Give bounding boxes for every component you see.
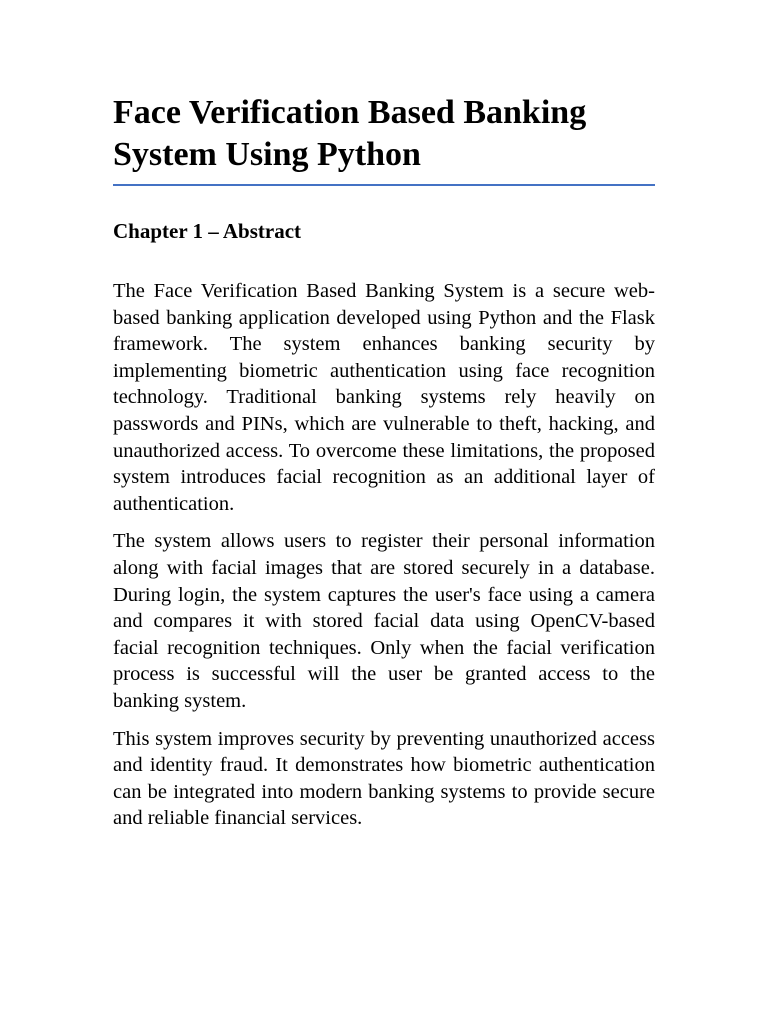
abstract-paragraph-2: The system allows users to register their personal information along with facial images that are stored securely in a database. During login, the system captures the user's face using a camera and compares it with stored facial data using OpenCV-based facial recognition techniques. Only when the facial verification process is successful will the user be granted access to the banking system.: [113, 530, 655, 712]
chapter-heading: Chapter 1 – Abstract: [113, 219, 302, 243]
abstract-body: [113, 278, 655, 832]
document-page: [113, 92, 655, 843]
document-title: Face Verification Based Banking System Using Python: [113, 94, 587, 173]
title-underline: [113, 184, 655, 186]
abstract-paragraph-3: This system improves security by preventing unauthorized access and identity fraud. It demonstrates how biometric authentication can be integrated into modern banking systems to provide secure and reliable financial services.: [113, 727, 655, 830]
abstract-paragraph-1: The Face Verification Based Banking System is a secure web-based banking application developed using Python and the Flask framework. The system enhances banking security by implementing biometric authentication using face recognition technology. Traditional banking systems rely heavily on passwords and PINs, which are vulnerable to theft, hacking, and unauthorized access. To overcome these limitations, the proposed system introduces facial recognition as an additional layer of authentication.: [113, 280, 655, 515]
